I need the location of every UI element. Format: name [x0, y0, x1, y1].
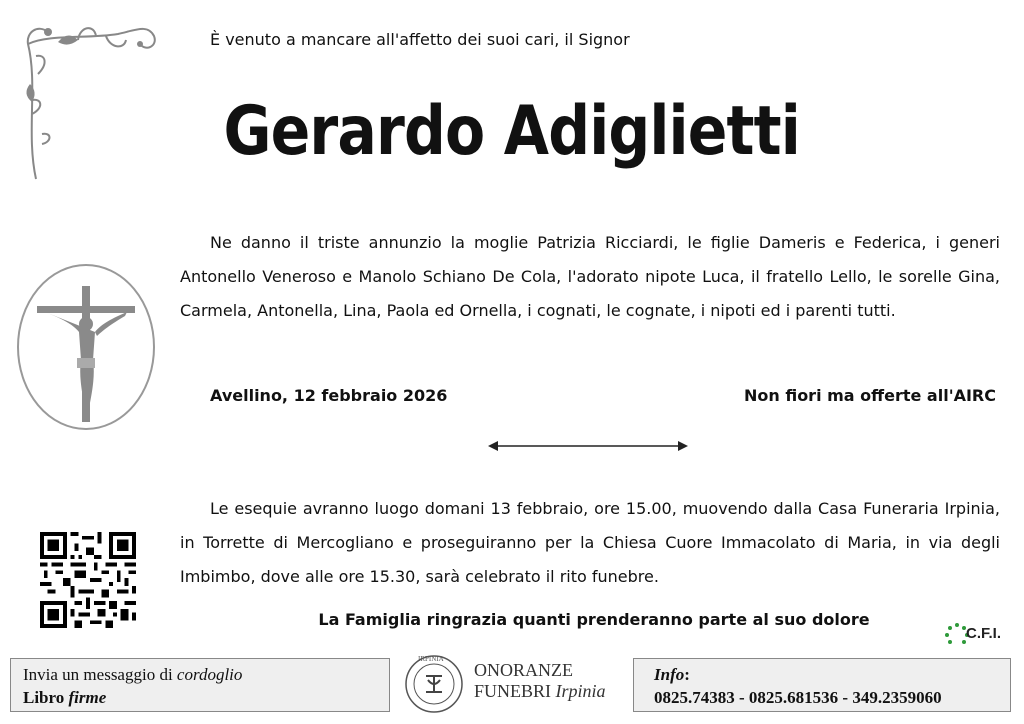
double-arrow-divider [488, 438, 688, 454]
deceased-name: Gerardo Adiglietti [223, 92, 800, 171]
intro-line: È venuto a mancare all'affetto dei suoi cari, il Signor [210, 30, 630, 49]
company-name [474, 660, 606, 702]
crucifix-icon [15, 262, 157, 432]
place-date: Avellino, 12 febbraio 2026 [210, 386, 448, 405]
company-line1: ONORANZE [474, 660, 573, 680]
info-box [633, 658, 1011, 712]
no-flowers-note: Non fiori ma offerte all'AIRC [743, 386, 996, 405]
company-line2-b: Irpinia [555, 681, 606, 701]
book-link[interactable] [23, 686, 377, 709]
announcement-text: Ne danno il triste annunzio la moglie Patrizia Ricciardi, le figlie Dameris e Federica, i generi Antonello Veneroso e Manolo Schiano De Cola, l'adorato nipote Luca, il fratello Lello, le sorelle Gina, Carmela, Antonella, Lina, Paola ed Ornella, i cognati, le cognate, i nipoti ed i parenti tutti. [180, 233, 1000, 320]
cfi-logo [942, 620, 1014, 650]
company-line2 [474, 681, 606, 702]
announcement-paragraph [180, 226, 1000, 328]
seal-text: IRPINIA [418, 655, 444, 663]
condolence-prefix: Invia un messaggio di [23, 665, 173, 684]
company-seal-icon [404, 654, 464, 714]
book-prefix: Libro [23, 688, 65, 707]
funeral-paragraph [180, 492, 1000, 594]
info-label: Info: [654, 665, 690, 684]
condolence-word: cordoglio [176, 665, 243, 684]
info-label-text: Info [654, 665, 685, 684]
family-thanks: La Famiglia ringrazia quanti prenderanno parte al suo dolore [318, 610, 870, 629]
condolence-box[interactable] [10, 658, 390, 712]
condolence-link[interactable] [23, 663, 377, 686]
funeral-text: Le esequie avranno luogo domani 13 febbraio, ore 15.00, muovendo dalla Casa Funeraria Irpinia, in Torrette di Mercogliano e proseguiranno per la Chiesa Cuore Immacolato di Maria, in via degli Imbimbo, dove alle ore 15.30, sarà celebrato il rito funebre. [180, 499, 1000, 586]
book-word: firme [68, 688, 107, 707]
company-line2-a: FUNEBRI [474, 681, 552, 701]
cfi-text: C.F.I. [966, 625, 1002, 642]
phone-numbers[interactable]: 0825.74383 - 0825.681536 - 349.2359060 [654, 688, 942, 707]
